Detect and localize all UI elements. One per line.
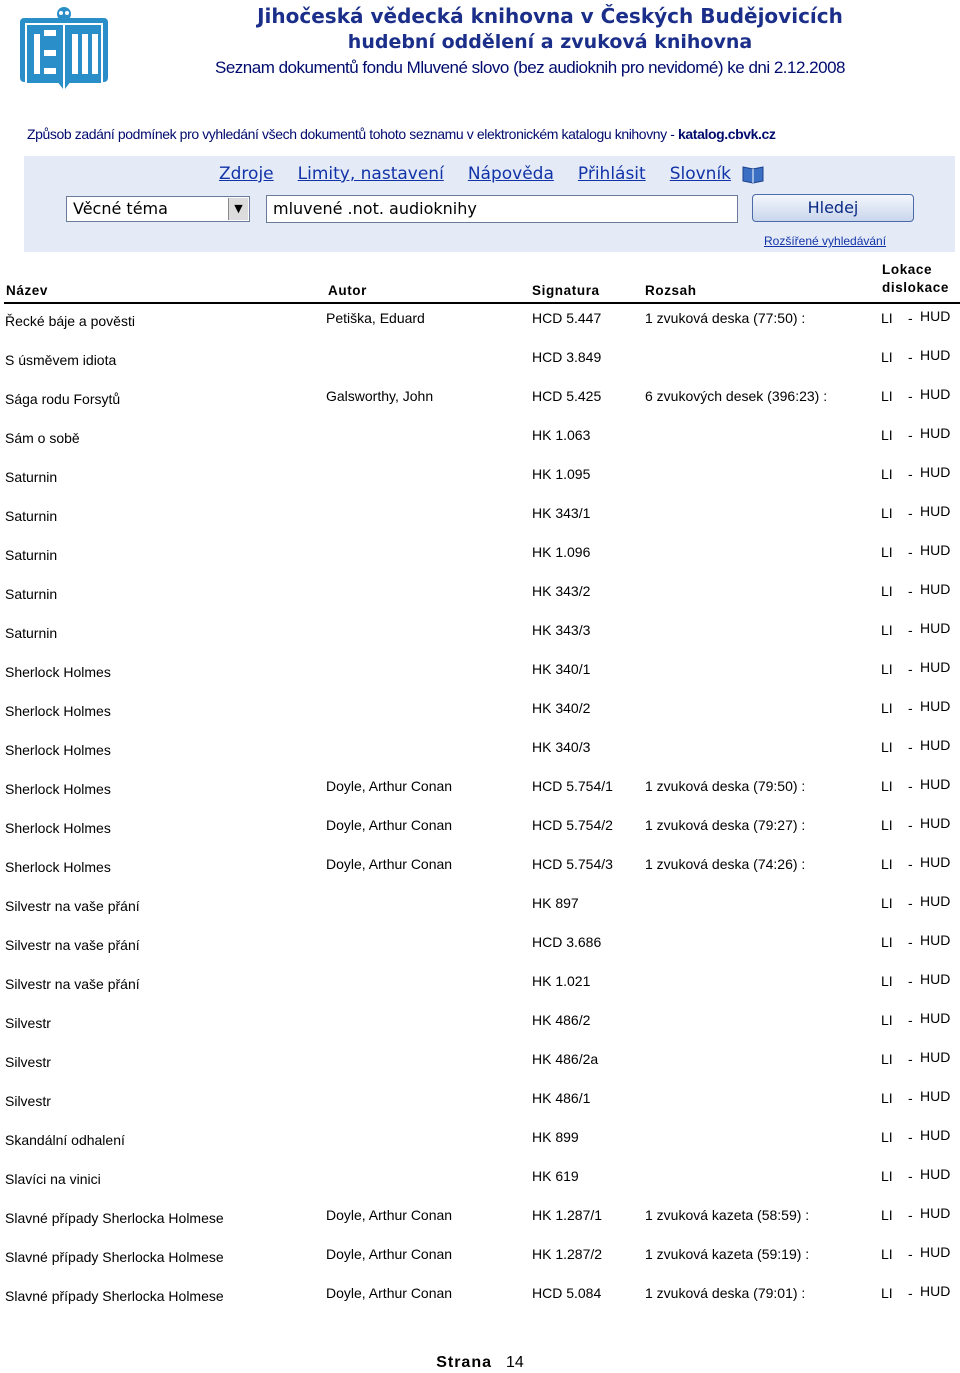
nav-link-slovnik[interactable]: Slovník [669,164,732,184]
page-title: Jihočeská vědecká knihovna v Českých Budějovicích [257,4,843,28]
table-row [0,778,960,800]
row-location: LI [881,1090,893,1106]
row-location: LI [881,466,893,482]
row-location: LI [881,661,893,677]
row-signature: HCD 3.686 [532,934,602,950]
row-separator: - [908,505,913,521]
row-location: LI [881,388,893,404]
row-separator: - [908,817,913,833]
row-extent: 6 zvukových desek (396:23) : [645,388,828,404]
row-extent: 1 zvuková deska (74:26) : [645,856,806,872]
row-name: Sherlock Holmes [5,742,111,758]
row-dislocation: HUD [920,971,951,987]
row-location: LI [881,1051,893,1067]
row-signature: HK 899 [532,1129,579,1145]
row-separator: - [908,700,913,716]
row-separator: - [908,1051,913,1067]
row-signature: HCD 5.754/1 [532,778,613,794]
row-location: LI [881,583,893,599]
row-location: LI [881,895,893,911]
search-input[interactable]: mluvené .not. audioknihy [266,195,738,223]
row-separator: - [908,544,913,560]
row-location: LI [881,427,893,443]
row-name: S úsměvem idiota [5,352,117,368]
row-signature: HK 1.287/1 [532,1207,603,1223]
search-button[interactable]: Hledej [752,194,914,222]
nav-link-napoveda[interactable]: Nápověda [467,164,554,184]
table-row [0,622,960,644]
catalog-nav [219,164,765,190]
catalog-search-screenshot [24,156,955,252]
table-row [0,661,960,683]
table-row [0,505,960,527]
row-name: Silvestr na vaše přání [5,898,140,914]
row-location: LI [881,934,893,950]
row-dislocation: HUD [920,581,951,597]
row-location: LI [881,1246,893,1262]
row-location: LI [881,739,893,755]
row-name: Saturnin [5,625,58,641]
row-separator: - [908,1168,913,1184]
row-name: Silvestr na vaše přání [5,937,140,953]
table-row [0,1012,960,1034]
table-row [0,1051,960,1073]
row-name: Slavné případy Sherlocka Holmese [5,1288,224,1304]
row-signature: HK 1.287/2 [532,1246,603,1262]
nav-link-limity[interactable]: Limity, nastavení [297,164,444,184]
row-dislocation: HUD [920,542,951,558]
row-signature: HK 486/1 [532,1090,591,1106]
row-separator: - [908,973,913,989]
catalog-site-link[interactable]: katalog.cbvk.cz [678,126,776,142]
row-signature: HCD 3.849 [532,349,602,365]
row-dislocation: HUD [920,1205,951,1221]
row-dislocation: HUD [920,464,951,480]
column-header-name: Název [6,283,49,298]
library-logo-icon [18,4,110,96]
row-dislocation: HUD [920,776,951,792]
row-separator: - [908,739,913,755]
nav-link-prihlasit[interactable]: Přihlásit [577,164,646,184]
row-signature: HK 343/2 [532,583,591,599]
row-extent: 1 zvuková deska (79:50) : [645,778,806,794]
column-header-location: Lokace [882,262,933,277]
row-dislocation: HUD [920,503,951,519]
row-separator: - [908,1012,913,1028]
row-signature: HK 340/2 [532,700,591,716]
table-row [0,1207,960,1229]
row-dislocation: HUD [920,815,951,831]
row-location: LI [881,700,893,716]
search-field-select[interactable]: Věcné téma ▼ [66,196,250,222]
row-name: Sherlock Holmes [5,703,111,719]
row-separator: - [908,895,913,911]
row-signature: HK 1.021 [532,973,591,989]
row-location: LI [881,856,893,872]
row-dislocation: HUD [920,854,951,870]
row-dislocation: HUD [920,425,951,441]
table-row [0,934,960,956]
row-separator: - [908,1090,913,1106]
row-signature: HK 486/2 [532,1012,591,1028]
row-name: Slavné případy Sherlocka Holmese [5,1249,224,1265]
row-name: Sága rodu Forsytů [5,391,121,407]
table-row [0,466,960,488]
row-signature: HCD 5.754/3 [532,856,613,872]
row-location: LI [881,778,893,794]
row-separator: - [908,1207,913,1223]
table-row [0,388,960,410]
row-separator: - [908,856,913,872]
page-subtitle: hudební oddělení a zvuková knihovna [347,31,753,53]
row-location: LI [881,1129,893,1145]
row-name: Saturnin [5,547,58,563]
row-signature: HK 340/3 [532,739,591,755]
row-dislocation: HUD [920,386,951,402]
row-location: LI [881,1285,893,1301]
row-location: LI [881,1207,893,1223]
row-separator: - [908,934,913,950]
row-name: Sám o sobě [5,430,80,446]
row-dislocation: HUD [920,1049,951,1065]
table-row [0,1090,960,1112]
row-dislocation: HUD [920,1166,951,1182]
row-dislocation: HUD [920,1283,951,1299]
row-name: Silvestr [5,1054,51,1070]
row-signature: HCD 5.447 [532,310,602,326]
row-name: Saturnin [5,586,58,602]
row-signature: HCD 5.425 [532,388,602,404]
row-dislocation: HUD [920,893,951,909]
row-location: LI [881,973,893,989]
row-dislocation: HUD [920,308,951,324]
row-signature: HCD 5.754/2 [532,817,613,833]
table-row [0,739,960,761]
row-location: LI [881,622,893,638]
table-row [0,700,960,722]
table-row [0,817,960,839]
row-extent: 1 zvuková deska (77:50) : [645,310,806,326]
row-dislocation: HUD [920,1010,951,1026]
row-dislocation: HUD [920,1127,951,1143]
row-dislocation: HUD [920,1088,951,1104]
row-separator: - [908,622,913,638]
advanced-search-link[interactable]: Rozšířené vyhledávání [764,234,887,248]
header-divider [4,302,960,304]
row-dislocation: HUD [920,698,951,714]
table-row [0,427,960,449]
row-dislocation: HUD [920,347,951,363]
row-author: Doyle, Arthur Conan [326,1246,453,1262]
row-signature: HK 343/3 [532,622,591,638]
table-row [0,1285,960,1307]
row-separator: - [908,1246,913,1262]
row-location: LI [881,544,893,560]
row-name: Řecké báje a pověsti [5,313,135,329]
row-extent: 1 zvuková kazeta (58:59) : [645,1207,810,1223]
row-separator: - [908,349,913,365]
row-author: Doyle, Arthur Conan [326,778,453,794]
table-row [0,349,960,371]
row-location: LI [881,817,893,833]
row-signature: HK 1.096 [532,544,591,560]
row-name: Silvestr [5,1015,51,1031]
row-separator: - [908,1285,913,1301]
row-separator: - [908,1129,913,1145]
chevron-down-icon[interactable]: ▼ [228,198,248,220]
row-signature: HK 897 [532,895,579,911]
row-separator: - [908,427,913,443]
table-row [0,973,960,995]
table-row [0,1246,960,1268]
row-dislocation: HUD [920,620,951,636]
row-signature: HK 619 [532,1168,579,1184]
table-row [0,1168,960,1190]
page-footer: Strana 14 [436,1354,524,1371]
row-author: Doyle, Arthur Conan [326,856,453,872]
table-row [0,310,960,332]
column-header-signature: Signatura [532,283,600,298]
page-number: 14 [506,1354,524,1371]
row-location: LI [881,1012,893,1028]
row-separator: - [908,661,913,677]
table-row [0,895,960,917]
row-name: Silvestr na vaše přání [5,976,140,992]
row-separator: - [908,388,913,404]
row-signature: HK 1.095 [532,466,591,482]
row-author: Doyle, Arthur Conan [326,1285,453,1301]
table-row [0,583,960,605]
table-row [0,1129,960,1151]
row-signature: HK 1.063 [532,427,591,443]
row-name: Silvestr [5,1093,51,1109]
column-header-author: Autor [328,283,367,298]
dictionary-book-icon[interactable] [741,164,765,184]
row-dislocation: HUD [920,737,951,753]
row-extent: 1 zvuková deska (79:27) : [645,817,806,833]
row-location: LI [881,310,893,326]
row-name: Slavíci na vinici [5,1171,101,1187]
row-location: LI [881,1168,893,1184]
table-row [0,856,960,878]
row-signature: HK 486/2a [532,1051,599,1067]
row-extent: 1 zvuková kazeta (59:19) : [645,1246,810,1262]
row-separator: - [908,583,913,599]
row-signature: HCD 5.084 [532,1285,602,1301]
table-row [0,544,960,566]
column-header-extent: Rozsah [645,283,697,298]
row-name: Sherlock Holmes [5,781,111,797]
nav-link-zdroje[interactable]: Zdroje [219,164,274,184]
row-dislocation: HUD [920,932,951,948]
row-name: Slavné případy Sherlocka Holmese [5,1210,224,1226]
row-separator: - [908,466,913,482]
column-header-dislocation: dislokace [882,280,949,295]
row-name: Sherlock Holmes [5,859,111,875]
row-signature: HK 340/1 [532,661,591,677]
row-name: Saturnin [5,469,58,485]
row-location: LI [881,349,893,365]
row-location: LI [881,505,893,521]
row-name: Saturnin [5,508,58,524]
row-extent: 1 zvuková deska (79:01) : [645,1285,806,1301]
row-name: Sherlock Holmes [5,664,111,680]
row-name: Sherlock Holmes [5,820,111,836]
row-author: Doyle, Arthur Conan [326,1207,453,1223]
row-author: Doyle, Arthur Conan [326,817,453,833]
row-name: Skandální odhalení [5,1132,125,1148]
row-separator: - [908,778,913,794]
instruction-text: Způsob zadání podmínek pro vyhledání všech dokumentů tohoto seznamu v elektronickém katalogu knihovny - katalog.cbvk.cz [27,126,776,142]
row-dislocation: HUD [920,1244,951,1260]
row-author: Petiška, Eduard [326,310,425,326]
row-separator: - [908,310,913,326]
row-author: Galsworthy, John [326,388,434,404]
row-dislocation: HUD [920,659,951,675]
list-title: Seznam dokumentů fondu Mluvené slovo (bez audioknih pro nevidomé) ke dni 2.12.2008 [215,58,845,77]
row-signature: HK 343/1 [532,505,591,521]
